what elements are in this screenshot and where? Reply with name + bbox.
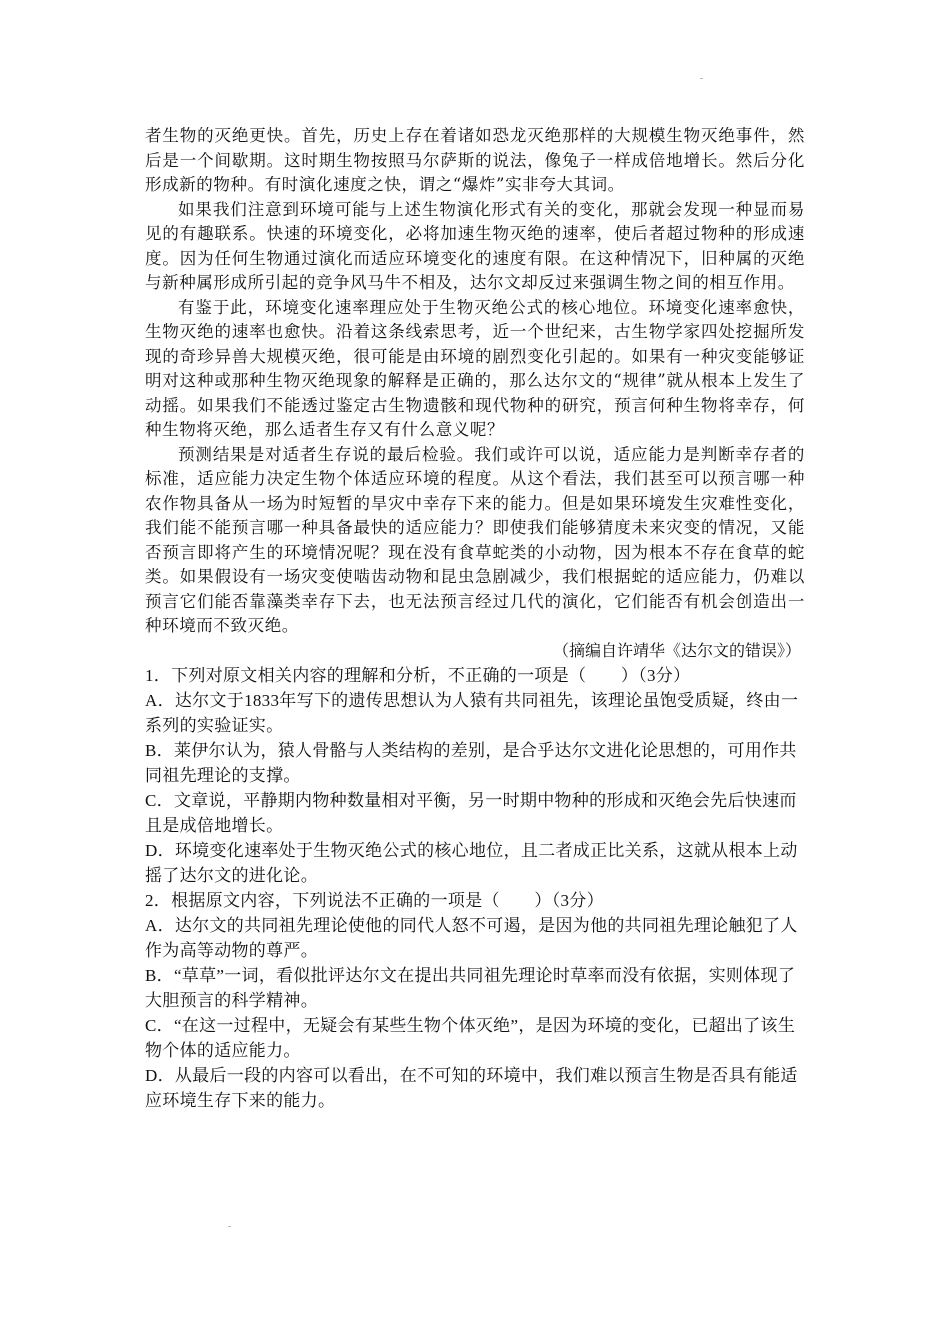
passage-paragraph-1: 者生物的灭绝更快。首先，历史上存在着诸如恐龙灭绝那样的大规模生物灭绝事件，然后是一个间歇期。这时期生物按照马尔萨斯的说法，像兔子一样成倍地增长。然后分化形成新的物种。有时演化速度之快，谓之“爆炸”实非夸大其词。 bbox=[145, 126, 805, 194]
question-1-option-d: D．环境变化速率处于生物灭绝公式的核心地位，且二者成正比关系，这就从根本上动摇了达尔文的进化论。 bbox=[145, 840, 798, 885]
question-1-option-b: B．莱伊尔认为，猿人骨骼与人类结构的差别，是合乎达尔文进化论思想的，可用作共同祖先理论的支撑。 bbox=[145, 740, 797, 785]
question-2-option-b: B．“草草”一词，看似批评达尔文在提出共同祖先理论时草率而没有依据，实则体现了大胆预言的科学精神。 bbox=[145, 965, 796, 1010]
scan-mark-bottom bbox=[228, 1226, 231, 1227]
passage-paragraph-3: 有鉴于此，环境变化速率理应处于生物灭绝公式的核心地位。环境变化速率愈快，生物灭绝的速率也愈快。沿着这条线索思考，近一个世纪来，古生物学家四处挖掘所发现的奇珍异兽大规模灭绝，很可能是由环境的剧烈变化引起的。如果有一种灾变能够证明对这种或那种生物灭绝现象的解释是正确的，那么达尔文的“规律”就从根本上发生了动摇。如果我们不能透过鉴定古生物遗骸和现代物种的研究，预言何种生物将幸存，何种生物将灭绝，那么适者生存又有什么意义呢？ bbox=[145, 297, 805, 439]
question-1-option-c: C．文章说，平静期内物种数量相对平衡，另一时期中物种的形成和灭绝会先后快速而且是成倍地增长。 bbox=[145, 790, 797, 835]
scan-mark-top bbox=[700, 78, 703, 79]
question-2-stem: 2．根据原文内容，下列说法不正确的一项是（ ）（3分） bbox=[145, 890, 604, 910]
question-1-option-a: A．达尔文于1833年写下的遗传思想认为人猿有共同祖先，该理论虽饱受质疑，终由一系列的实验证实。 bbox=[145, 690, 799, 735]
passage-paragraph-2: 如果我们注意到环境可能与上述生物演化形式有关的变化，那就会发现一种显而易见的有趣联系。快速的环境变化，必将加速生物灭绝的速率，使后者超过物种的形成速度。因为任何生物通过演化而适应环境变化的速度有限。在这种情况下，旧种属的灭绝与新种属形成所引起的竞争风马牛不相及，达尔文却反过来强调生物之间的相互作用。 bbox=[145, 199, 805, 292]
question-2 bbox=[145, 888, 805, 1113]
question-1-stem: 1．下列对原文相关内容的理解和分析，不正确的一项是（ ）（3分） bbox=[145, 665, 691, 685]
passage-source: （摘编自许靖华《达尔文的错误》） bbox=[552, 640, 801, 660]
question-2-option-c: C．“在这一过程中，无疑会有某些生物个体灭绝”，是因为环境的变化，已超出了该生物个体的适应能力。 bbox=[145, 1015, 796, 1060]
document-page bbox=[145, 124, 805, 1113]
question-2-option-a: A．达尔文的共同祖先理论使他的同代人怒不可遏，是因为他的共同祖先理论触犯了人作为高等动物的尊严。 bbox=[145, 915, 798, 960]
question-1 bbox=[145, 663, 805, 888]
passage-paragraph-4: 预测结果是对适者生存说的最后检验。我们或许可以说，适应能力是判断幸存者的标准，适应能力决定生物个体适应环境的程度。从这个看法，我们甚至可以预言哪一种农作物具备从一场为时短暂的旱灾中幸存下来的能力。但是如果环境发生灾难性变化，我们能不能预言哪一种具备最快的适应能力？即使我们能够猜度未来灾变的情况，又能否预言即将产生的环境情况呢？现在没有食草蛇类的小动物，因为根本不存在食草的蛇类。如果假设有一场灾变使啮齿动物和昆虫急剧减少，我们根据蛇的适应能力，仍难以预言它们能否靠藻类幸存下去，也无法预言经过几代的演化，它们能否有机会创造出一种环境而不致灭绝。 bbox=[145, 444, 805, 635]
question-2-option-d: D．从最后一段的内容可以看出，在不可知的环境中，我们难以预言生物是否具有能适应环境生存下来的能力。 bbox=[145, 1065, 798, 1110]
